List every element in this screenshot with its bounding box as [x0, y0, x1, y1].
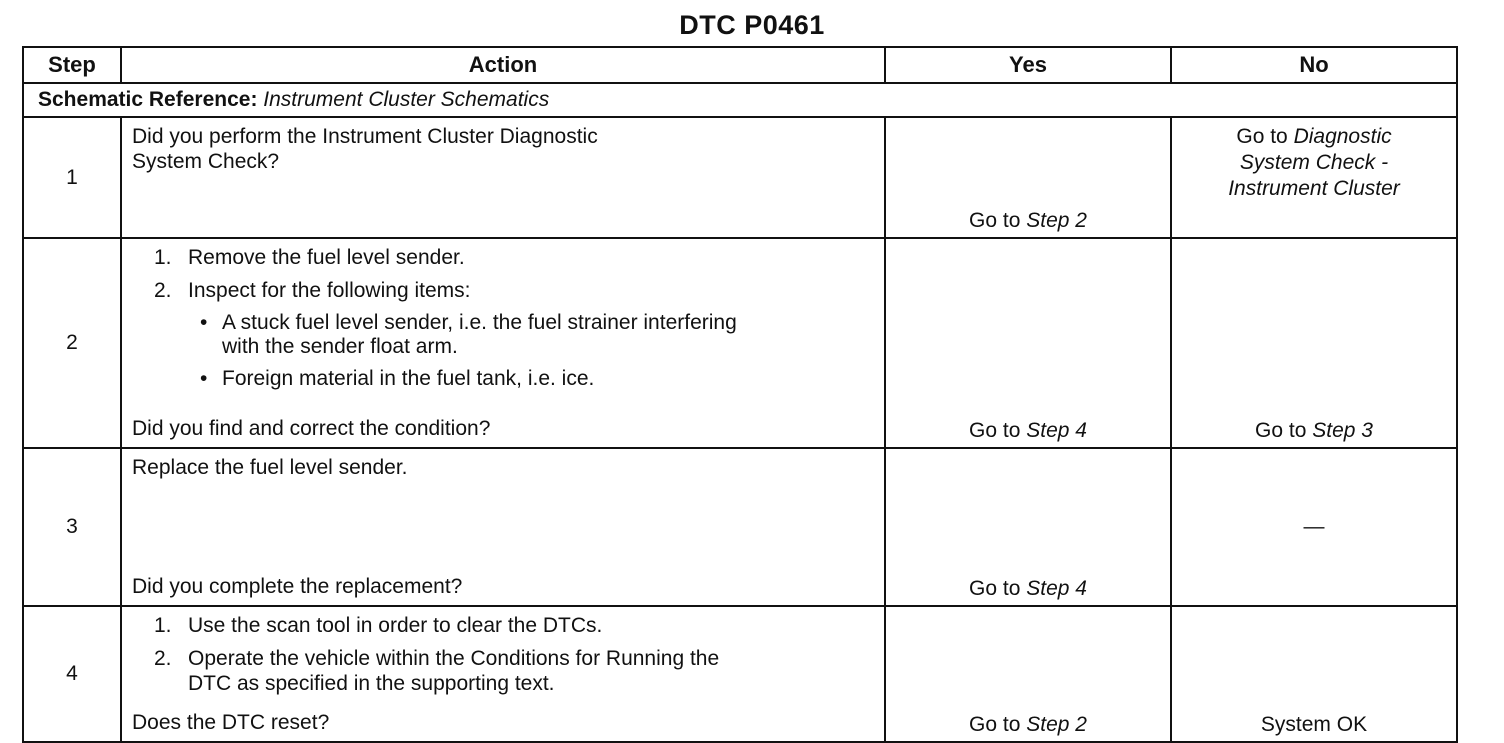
yes-prefix: Go to	[969, 577, 1027, 600]
diagnostic-table	[22, 46, 1458, 743]
step-number: 2	[23, 238, 121, 448]
schematic-reference-label: Schematic Reference:	[38, 88, 258, 111]
no-cell: —	[1171, 448, 1457, 606]
action-question: Did you find and correct the condition?	[132, 417, 491, 440]
step-number: 3	[23, 448, 121, 606]
no-prefix: Go to	[1236, 125, 1294, 148]
yes-cell	[885, 606, 1171, 742]
action-cell	[121, 238, 885, 448]
table-row	[23, 238, 1457, 448]
yes-step-link[interactable]: Step 4	[1026, 419, 1087, 442]
no-prefix: Go to	[1255, 419, 1313, 442]
yes-step-link[interactable]: Step 2	[1026, 209, 1087, 232]
no-step-link[interactable]: Step 3	[1312, 419, 1373, 442]
action-question: Did you complete the replacement?	[132, 575, 463, 598]
header-yes: Yes	[885, 47, 1171, 83]
header-step: Step	[23, 47, 121, 83]
list-item: 2. Operate the vehicle within the Conditions for Running the DTC as specified in the supporting text.	[154, 647, 720, 695]
header-action: Action	[121, 47, 885, 83]
yes-step-link[interactable]: Step 2	[1026, 713, 1087, 736]
page-title: DTC P0461	[679, 10, 825, 40]
step-number: 1	[23, 117, 121, 238]
yes-cell	[885, 117, 1171, 238]
bullet-icon: •	[200, 311, 208, 334]
bullet-item: • A stuck fuel level sender, i.e. the fuel strainer interfering with the sender float arm.	[200, 311, 737, 358]
no-link-line2[interactable]: System Check -	[1239, 151, 1389, 174]
yes-prefix: Go to	[969, 713, 1027, 736]
no-cell: System OK	[1171, 606, 1457, 742]
no-cell	[1171, 117, 1457, 238]
action-text: System Check?	[132, 150, 280, 173]
list-item: 1. Use the scan tool in order to clear the DTCs.	[154, 614, 603, 637]
bullet-item: • Foreign material in the fuel tank, i.e. ice.	[200, 367, 595, 390]
step-number: 4	[23, 606, 121, 742]
list-item: 1. Remove the fuel level sender.	[154, 246, 465, 269]
action-text: Replace the fuel level sender.	[132, 456, 408, 479]
table-row	[23, 448, 1457, 606]
yes-cell	[885, 448, 1171, 606]
action-cell	[121, 606, 885, 742]
header-no: No	[1171, 47, 1457, 83]
schematic-reference-row	[23, 83, 1457, 117]
yes-step-link[interactable]: Step 4	[1026, 577, 1087, 600]
no-link-line3[interactable]: Instrument Cluster	[1228, 177, 1400, 200]
table-row	[23, 606, 1457, 742]
yes-prefix: Go to	[969, 209, 1027, 232]
list-item: 2. Inspect for the following items:	[154, 279, 471, 302]
no-link-line1[interactable]: Diagnostic	[1293, 125, 1392, 148]
no-cell	[1171, 238, 1457, 448]
action-text: Did you perform the Instrument Cluster Diagnostic	[132, 125, 598, 148]
yes-prefix: Go to	[969, 419, 1027, 442]
action-question: Does the DTC reset?	[132, 711, 330, 734]
header-row	[23, 47, 1457, 83]
schematic-reference-link[interactable]: Instrument Cluster Schematics	[263, 88, 550, 111]
yes-cell	[885, 238, 1171, 448]
table-row	[23, 117, 1457, 238]
bullet-icon: •	[200, 367, 208, 390]
action-cell	[121, 117, 885, 238]
action-cell	[121, 448, 885, 606]
